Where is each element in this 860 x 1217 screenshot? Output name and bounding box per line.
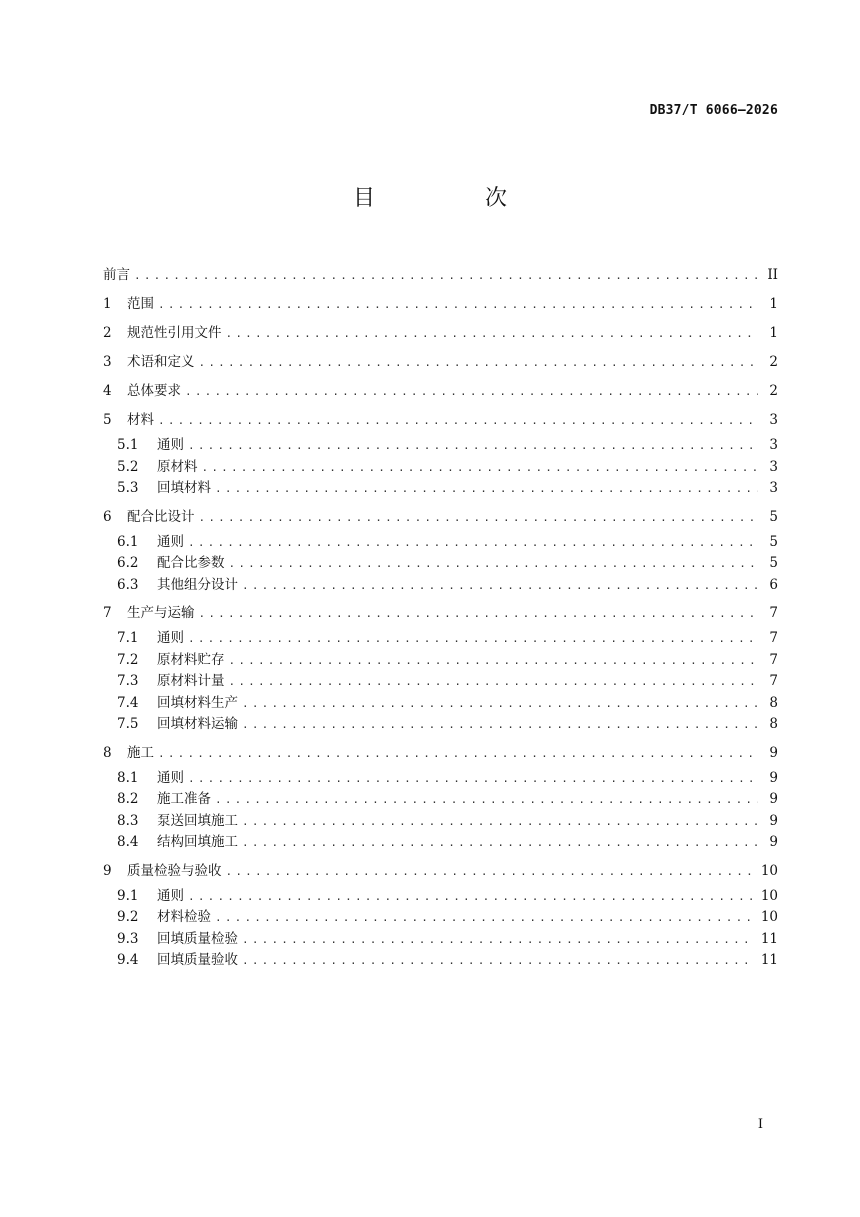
dot-leader xyxy=(134,261,758,290)
dot-leader xyxy=(158,290,758,319)
toc-entry-number: 6 xyxy=(103,508,112,525)
toc-subentry[interactable] xyxy=(103,693,778,715)
toc-entry-page: 7 xyxy=(769,605,778,621)
document-code: DB37/T 6066—2026 xyxy=(649,103,778,118)
dot-leader xyxy=(215,907,755,929)
toc-entry-label: 原材料贮存 xyxy=(157,651,225,668)
toc-entry-page: 9 xyxy=(769,791,778,807)
toc-subentry[interactable] xyxy=(103,532,778,554)
toc-entry-label: 通则 xyxy=(157,533,184,550)
toc-entry-label: 通则 xyxy=(157,769,184,786)
toc-entry-label: 前言 xyxy=(103,267,130,283)
toc-entry-page: 1 xyxy=(769,325,778,341)
toc-entry-page: 2 xyxy=(769,354,778,370)
toc-entry-page: 2 xyxy=(769,383,778,399)
dot-leader xyxy=(229,650,759,672)
toc-entry-label: 原材料 xyxy=(157,458,198,475)
toc-entry[interactable] xyxy=(103,406,778,435)
toc-subentry[interactable] xyxy=(103,671,778,693)
toc-entry-number: 9.3 xyxy=(117,930,139,947)
toc-entry-label: 通则 xyxy=(157,437,184,453)
toc-entry[interactable] xyxy=(103,261,778,290)
toc-entry-number: 7.5 xyxy=(117,716,139,732)
toc-entry-number: 5.2 xyxy=(117,458,139,475)
toc-entry-number: 7.4 xyxy=(117,694,139,711)
dot-leader xyxy=(242,950,755,972)
table-of-contents xyxy=(103,261,778,972)
toc-entry-number: 5 xyxy=(103,412,112,428)
toc-subentry[interactable] xyxy=(103,929,778,951)
toc-entry-number: 8.1 xyxy=(117,769,139,786)
toc-entry-page: 3 xyxy=(769,480,778,496)
toc-entry[interactable] xyxy=(103,503,778,532)
toc-entry-label: 通则 xyxy=(157,887,184,904)
toc-entry-page: 7 xyxy=(769,630,778,646)
toc-entry-number: 6.2 xyxy=(117,555,139,571)
toc-entry-page: 7 xyxy=(769,651,778,668)
toc-entry-number: 6.1 xyxy=(117,533,139,550)
toc-entry-label: 通则 xyxy=(157,630,184,646)
toc-entry[interactable] xyxy=(103,739,778,768)
dot-leader xyxy=(199,599,759,628)
toc-entry-number: 7.2 xyxy=(117,651,139,668)
toc-entry-label: 术语和定义 xyxy=(127,354,195,370)
toc-entry-number: 7 xyxy=(103,605,112,621)
toc-entry-page: 8 xyxy=(769,716,778,732)
dot-leader xyxy=(158,406,758,435)
toc-entry-page: 9 xyxy=(769,769,778,786)
toc-entry-page: 9 xyxy=(769,834,778,850)
toc-subentry[interactable] xyxy=(103,575,778,597)
toc-entry-number: 1 xyxy=(103,296,112,312)
toc-subentry[interactable] xyxy=(103,478,778,500)
toc-entry-page: 7 xyxy=(769,673,778,689)
toc-entry-label: 施工 xyxy=(127,744,154,761)
toc-subentry[interactable] xyxy=(103,789,778,811)
toc-entry-label: 回填材料 xyxy=(157,480,211,496)
dot-leader xyxy=(229,671,759,693)
toc-subentry[interactable] xyxy=(103,907,778,929)
toc-subentry[interactable] xyxy=(103,628,778,650)
toc-entry-page: 10 xyxy=(760,862,778,879)
toc-entry-page: 10 xyxy=(760,909,778,925)
dot-leader xyxy=(226,857,755,886)
dot-leader xyxy=(242,929,755,951)
toc-entry[interactable] xyxy=(103,348,778,377)
toc-subentry[interactable] xyxy=(103,768,778,790)
toc-entry-label: 回填质量检验 xyxy=(157,930,238,947)
toc-entry-label: 规范性引用文件 xyxy=(127,325,222,341)
toc-entry-label: 回填材料生产 xyxy=(157,694,238,711)
dot-leader xyxy=(185,377,758,406)
toc-entry-number: 8 xyxy=(103,744,112,761)
dot-leader xyxy=(188,628,758,650)
dot-leader xyxy=(242,811,758,833)
page-title: 目 次 xyxy=(352,186,551,211)
dot-leader xyxy=(242,832,758,854)
dot-leader xyxy=(226,319,759,348)
toc-subentry[interactable] xyxy=(103,714,778,736)
toc-entry-label: 材料检验 xyxy=(157,909,211,925)
toc-entry[interactable] xyxy=(103,319,778,348)
page-number: I xyxy=(757,1117,763,1132)
toc-entry-number: 4 xyxy=(103,383,112,399)
toc-entry-label: 配合比设计 xyxy=(127,508,195,525)
dot-leader xyxy=(188,768,758,790)
toc-entry-number: 7.1 xyxy=(117,630,139,646)
toc-entry-page: II xyxy=(767,267,778,283)
toc-entry-number: 5.1 xyxy=(117,437,139,453)
toc-entry-page: 9 xyxy=(769,744,778,761)
dot-leader xyxy=(202,457,759,479)
toc-entry-page: 8 xyxy=(769,694,778,711)
toc-entry-label: 总体要求 xyxy=(127,383,181,399)
dot-leader xyxy=(199,348,759,377)
toc-subentry[interactable] xyxy=(103,886,778,908)
toc-entry-number: 8.3 xyxy=(117,812,139,829)
toc-entry-label: 配合比参数 xyxy=(157,555,225,571)
dot-leader xyxy=(229,553,759,575)
dot-leader xyxy=(215,789,758,811)
toc-entry-page: 1 xyxy=(769,296,778,312)
toc-entry-number: 8.4 xyxy=(117,834,139,850)
toc-entry[interactable] xyxy=(103,857,778,886)
toc-entry-number: 3 xyxy=(103,354,112,370)
dot-leader xyxy=(188,435,758,457)
toc-entry-page: 5 xyxy=(769,533,778,550)
toc-subentry[interactable] xyxy=(103,553,778,575)
toc-entry-label: 原材料计量 xyxy=(157,673,225,689)
dot-leader xyxy=(199,503,759,532)
toc-entry-number: 2 xyxy=(103,325,112,341)
dot-leader xyxy=(215,478,758,500)
toc-subentry[interactable] xyxy=(103,811,778,833)
toc-entry-label: 回填质量验收 xyxy=(157,952,238,968)
toc-entry-number: 6.3 xyxy=(117,576,139,593)
toc-entry-number: 9.1 xyxy=(117,887,139,904)
toc-entry-number: 9 xyxy=(103,862,112,879)
toc-subentry[interactable] xyxy=(103,832,778,854)
dot-leader xyxy=(158,739,758,768)
toc-subentry[interactable] xyxy=(103,457,778,479)
toc-entry-number: 7.3 xyxy=(117,673,139,689)
dot-leader xyxy=(188,532,758,554)
toc-subentry[interactable] xyxy=(103,950,778,972)
toc-entry-page: 9 xyxy=(769,812,778,829)
toc-subentry[interactable] xyxy=(103,435,778,457)
toc-entry-label: 质量检验与验收 xyxy=(127,862,222,879)
toc-entry[interactable] xyxy=(103,290,778,319)
toc-entry-page: 3 xyxy=(769,437,778,453)
toc-entry[interactable] xyxy=(103,377,778,406)
toc-entry-number: 8.2 xyxy=(117,791,139,807)
dot-leader xyxy=(188,886,755,908)
toc-entry-page: 6 xyxy=(769,576,778,593)
toc-entry-page: 5 xyxy=(769,508,778,525)
toc-entry-label: 生产与运输 xyxy=(127,605,195,621)
toc-entry-page: 10 xyxy=(760,887,778,904)
toc-entry-number: 9.2 xyxy=(117,909,139,925)
toc-entry-label: 泵送回填施工 xyxy=(157,812,238,829)
dot-leader xyxy=(242,693,758,715)
toc-entry-label: 材料 xyxy=(127,412,154,428)
toc-entry-page: 11 xyxy=(760,930,778,947)
toc-entry-page: 11 xyxy=(760,952,778,968)
toc-entry-page: 3 xyxy=(769,412,778,428)
toc-entry-label: 结构回填施工 xyxy=(157,834,238,850)
toc-entry-label: 施工准备 xyxy=(157,791,211,807)
dot-leader xyxy=(242,575,758,597)
toc-entry-page: 3 xyxy=(769,458,778,475)
toc-entry-number: 9.4 xyxy=(117,952,139,968)
toc-entry-label: 其他组分设计 xyxy=(157,576,238,593)
dot-leader xyxy=(242,714,758,736)
toc-entry-page: 5 xyxy=(769,555,778,571)
toc-entry-number: 5.3 xyxy=(117,480,139,496)
toc-entry[interactable] xyxy=(103,599,778,628)
toc-entry-label: 范围 xyxy=(127,296,154,312)
toc-subentry[interactable] xyxy=(103,650,778,672)
toc-entry-label: 回填材料运输 xyxy=(157,716,238,732)
